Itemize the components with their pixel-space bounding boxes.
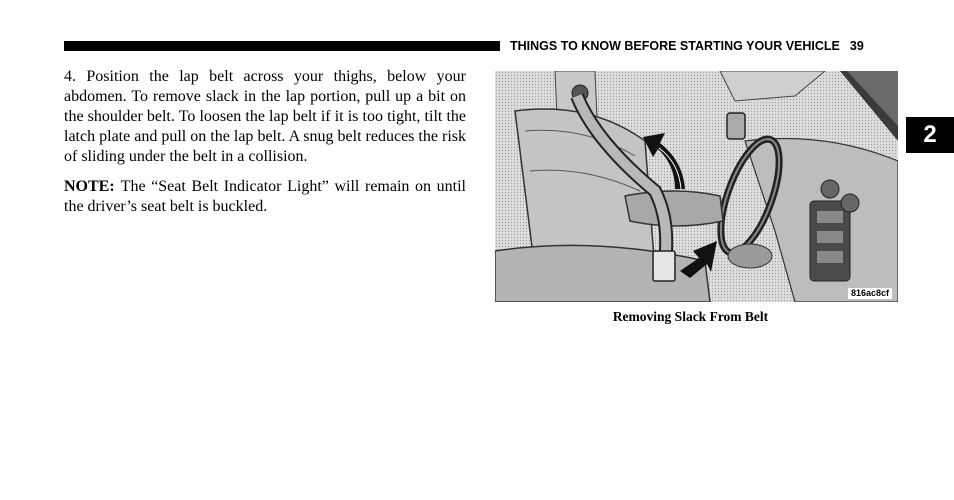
- seat-belt-illustration: [495, 71, 898, 302]
- header-rule: [64, 41, 500, 51]
- body-text: [64, 67, 466, 227]
- illustration-drawing: [495, 71, 898, 302]
- instruction-paragraph: 4. Position the lap belt across your thighs, below your abdomen. To remove slack in the lap portion, pull up a bit on the shoulder belt. To loosen the lap belt if it is too tight, tilt the latch plate and pull on the lap belt. A snug belt reduces the risk of sliding under the belt in a collision.: [64, 68, 466, 165]
- chapter-tab: 2: [906, 117, 954, 153]
- figure-code: 816ac8cf: [848, 288, 892, 299]
- note-label: NOTE:: [64, 178, 115, 195]
- note-text: The “Seat Belt Indicator Light” will remain on until the driver’s seat belt is buckled.: [64, 178, 466, 215]
- note-paragraph: [64, 177, 466, 217]
- header-title: THINGS TO KNOW BEFORE STARTING YOUR VEHICLE: [510, 39, 840, 53]
- page-number: 39: [849, 39, 864, 53]
- running-header: [510, 37, 864, 55]
- figure-caption: Removing Slack From Belt: [612, 309, 769, 324]
